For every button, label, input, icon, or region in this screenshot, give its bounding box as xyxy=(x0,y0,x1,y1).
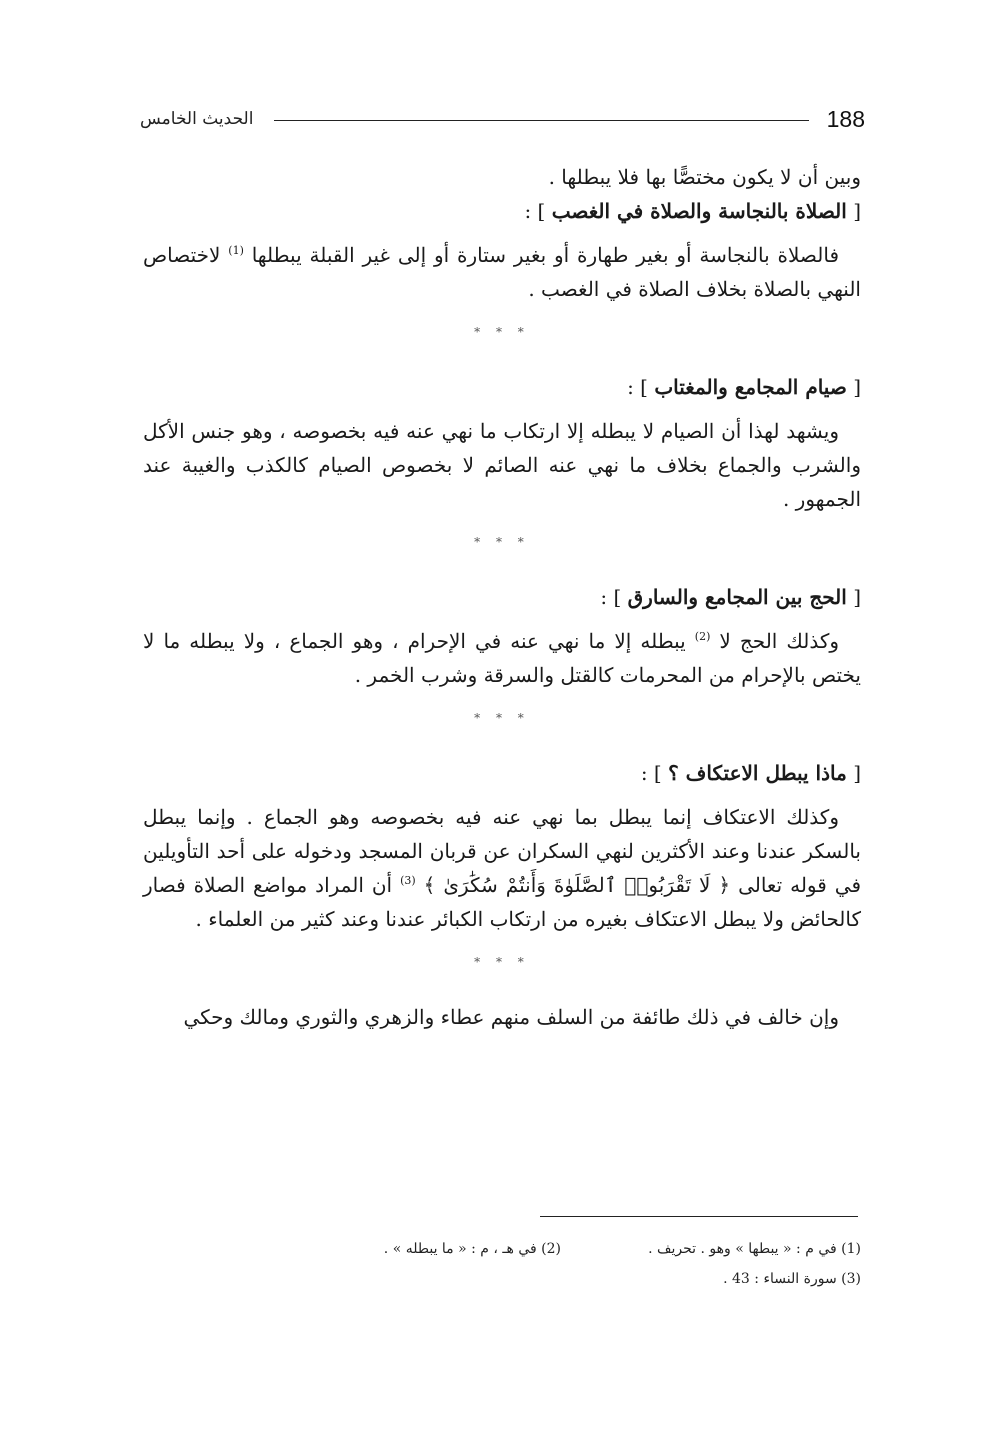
paragraph-text: يبطله إلا ما نهي عنه في الإحرام ، وهو الجماع ، ولا يبطله ما لا يختص بالإحرام من المحرمات كالقتل والسرقة وشرب الخمر . xyxy=(143,629,861,687)
page-number: 188 xyxy=(826,106,865,132)
footnote-row xyxy=(143,1264,861,1294)
heading-bracket-open: [ xyxy=(853,375,861,399)
heading-bracket-open: [ xyxy=(853,199,861,223)
section-heading-fasting xyxy=(143,370,861,404)
section-separator: * * * xyxy=(474,711,530,725)
footnotes xyxy=(143,1234,861,1294)
section-heading-hajj xyxy=(143,580,861,614)
footnote-1: (1) في م : « يبطها » وهو . تحريف . xyxy=(648,1241,861,1257)
running-header xyxy=(140,104,865,138)
paragraph-itikaf xyxy=(143,800,861,936)
paragraph-text: وكذلك الحج لا xyxy=(719,629,840,653)
heading-bracket-close: ] : xyxy=(524,199,546,223)
heading-text: ماذا يبطل الاعتكاف ؟ xyxy=(668,761,847,785)
section-separator: * * * xyxy=(474,325,530,339)
footnote-row xyxy=(143,1234,861,1264)
heading-bracket-close: ] : xyxy=(627,375,648,399)
heading-text: الحج بين المجامع والسارق xyxy=(627,585,847,609)
header-rule xyxy=(274,120,809,121)
footnote-ref-1: (1) xyxy=(228,244,244,257)
section-separator: * * * xyxy=(474,955,530,969)
paragraph-text: وكذلك الاعتكاف إنما يبطل بما نهي عنه فيه بخصوصه وهو الجماع . وإنما يبطل بالسكر عندنا وعند الأكثرين لنهي السكران عن قربان المسجد ودخوله على أحد التأويلين في قوله تعالى xyxy=(143,805,861,897)
footnote-rule xyxy=(540,1216,858,1217)
paragraph-intro: وبين أن لا يكون مختصًّا بها فلا يبطلها . xyxy=(548,165,861,189)
paragraph-text: فالصلاة بالنجاسة أو بغير طهارة أو بغير ستارة أو إلى غير القبلة يبطلها xyxy=(251,243,840,267)
footnote-2: (2) في هـ ، م : « ما يبطله » . xyxy=(383,1241,561,1257)
paragraph-dissent: وإن خالف في ذلك طائفة من السلف منهم عطاء والزهري والثوري ومالك وحكي xyxy=(183,1005,839,1029)
footnote-3: (3) سورة النساء : 43 . xyxy=(723,1271,861,1287)
heading-bracket-close: ] : xyxy=(640,761,662,785)
footnote-ref-3: (3) xyxy=(400,874,416,887)
heading-text: صيام المجامع والمغتاب xyxy=(654,375,847,399)
paragraph-text: أن المراد مواضع الصلاة فصار كالحائض ولا يبطل الاعتكاف بغيره من ارتكاب الكبائر عندنا وعند كثير من العلماء . xyxy=(143,873,861,931)
paragraph-prayer xyxy=(143,238,861,306)
section-heading-itikaf xyxy=(143,756,861,790)
paragraph-hajj xyxy=(143,624,861,692)
heading-bracket-open: [ xyxy=(853,761,861,785)
quran-quote: ﴿ لَا تَقْرَبُوا۟ ٱلصَّلَوٰةَ وَأَنتُمْ سُكَٰرَىٰ ﴾ xyxy=(423,873,731,897)
heading-text: الصلاة بالنجاسة والصلاة في الغصب xyxy=(551,199,847,223)
paragraph-text: لاختصاص النهي بالصلاة بخلاف الصلاة في الغصب . xyxy=(143,243,861,301)
footnote-ref-2: (2) xyxy=(694,630,711,643)
section-separator: * * * xyxy=(474,535,530,549)
page-body xyxy=(143,160,861,1034)
paragraph-fasting: ويشهد لهذا أن الصيام لا يبطله إلا ارتكاب ما نهي عنه فيه بخصوصه ، وهو جنس الأكل والشرب والجماع بخلاف ما نهي عنه الصائم لا بخصوص الصيام كالكذب والغيبة عند الجمهور . xyxy=(143,419,861,511)
heading-bracket-open: [ xyxy=(853,585,861,609)
running-title: الحديث الخامس xyxy=(140,109,254,129)
heading-bracket-close: ] : xyxy=(600,585,622,609)
section-heading-impurity xyxy=(143,194,861,228)
